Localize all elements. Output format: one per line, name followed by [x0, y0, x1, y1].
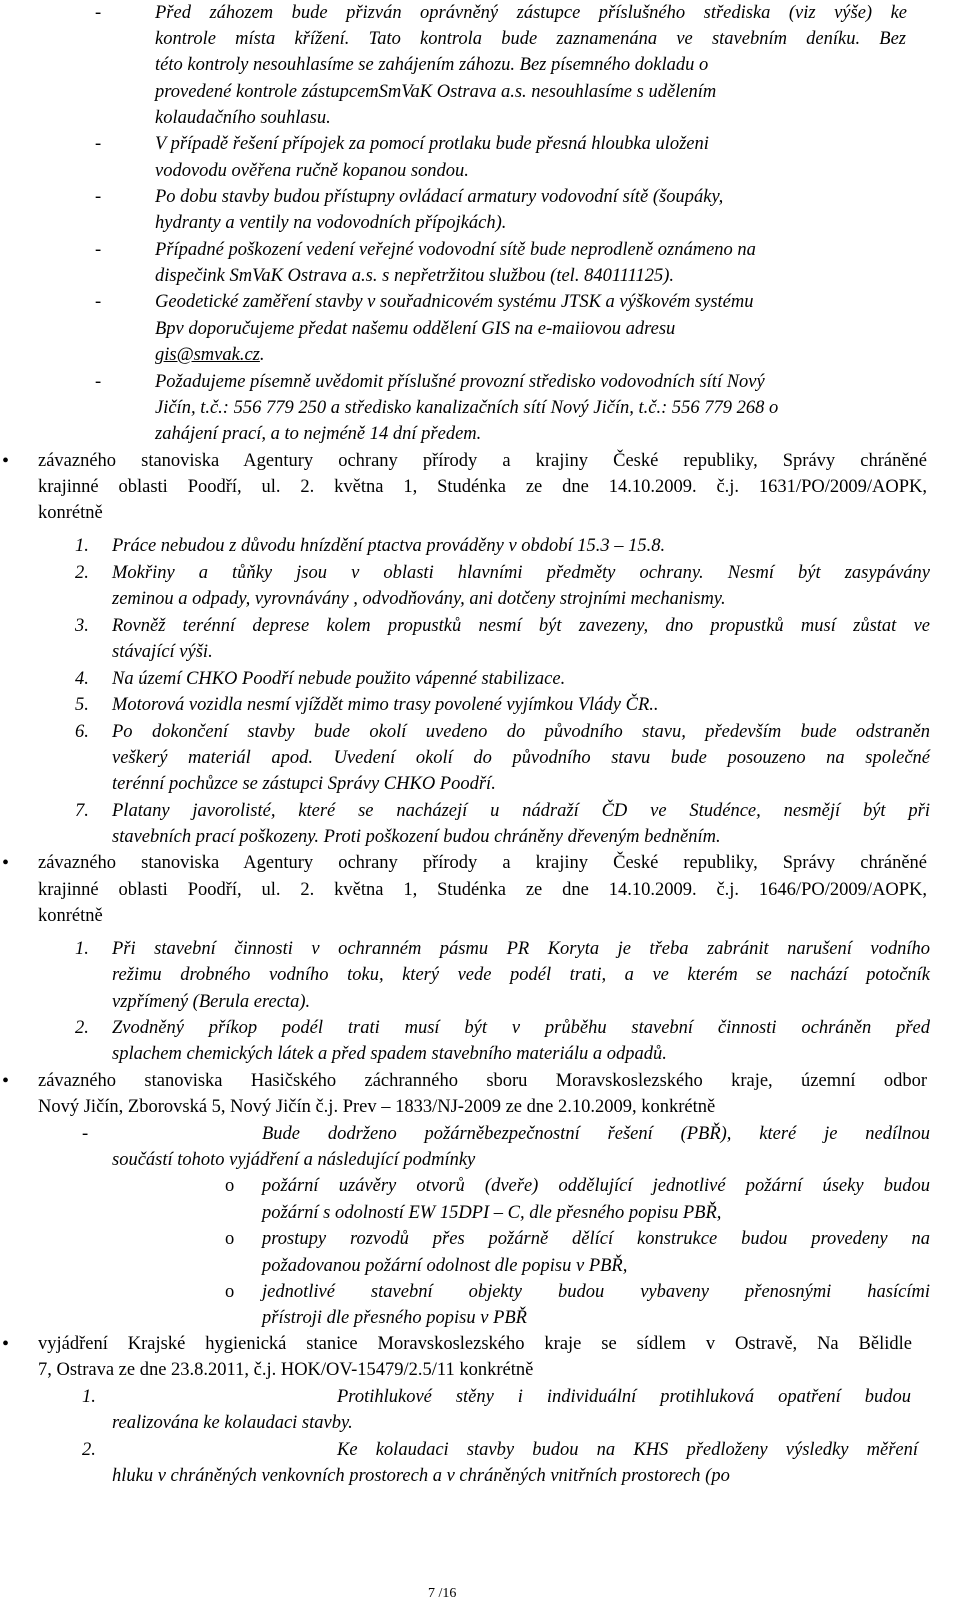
dash-marker: -: [82, 1124, 89, 1144]
list-number: 2.: [75, 1018, 89, 1038]
text-line: Platany javorolisté, které se nacházejí u nádraží ČD ve Studénce, nesmějí být při: [112, 801, 930, 821]
text-line: hluku v chráněných venkovních prostorech a v chráněných vnitřních prostorech (po: [112, 1466, 730, 1486]
text-line: Nový Jičín, Zborovská 5, Nový Jičín č.j. Prev – 1833/NJ-2009 ze dne 2.10.2009, konkrétně: [38, 1097, 716, 1117]
text-line: kolaudačního souhlasu.: [155, 108, 331, 128]
text-line: Geodetické zaměření stavby v souřadnicovém systému JTSK a výškovém systému: [155, 292, 754, 312]
list-number: 1.: [75, 536, 89, 556]
text-line: splachem chemických látek a před spadem stavebního materiálu a odpadů.: [112, 1044, 667, 1064]
list-number: 6.: [75, 722, 89, 742]
email-link[interactable]: gis@smvak.cz: [155, 345, 260, 365]
text-line: vyjádření Krajské hygienická stanice Moravskoslezského kraje se sídlem v Ostravě, Na Bělidle: [38, 1334, 912, 1354]
dash-marker: -: [95, 240, 102, 260]
text-line: realizována ke kolaudaci stavby.: [112, 1413, 353, 1433]
list-number: 1.: [75, 939, 89, 959]
text-line: kontrole místa křížení. Tato kontrola bude zaznamenána ve stavebním deníku. Bez: [155, 29, 906, 49]
text-line: Rovněž terénní deprese kolem propustků nesmí být zavezeny, dno propustků musí zůstat ve: [112, 616, 930, 636]
text-line: jednotlivé stavební objekty budou vybaveny přenosnými hasícími: [262, 1282, 930, 1302]
page-number: 7 /16: [428, 1586, 457, 1601]
text-line: prostupy rozvodů přes požárně dělící konstrukce budou provedeny na: [262, 1229, 930, 1249]
text-line: dispečink SmVaK Ostrava a.s. s nepřetržitou službou (tel. 840111125).: [155, 266, 674, 286]
text-line: Ke kolaudaci stavby budou na KHS předloženy výsledky měření: [337, 1440, 918, 1460]
dash-marker: -: [95, 134, 102, 154]
text-line: Po dobu stavby budou přístupny ovládací armatury vodovodní sítě (šoupáky,: [155, 187, 724, 207]
text-line: vodovodu ověřena ručně kopanou sondou.: [155, 161, 469, 181]
text-line: stávající výši.: [112, 642, 213, 662]
text-line: provedené kontrole zástupcemSmVaK Ostrava a.s. nesouhlasíme s udělením: [155, 82, 717, 102]
bullet-marker: •: [2, 1070, 10, 1092]
text-line: požární s odolností EW 15DPI – C, dle přesného popisu PBŘ,: [262, 1203, 722, 1223]
circle-marker: o: [225, 1282, 235, 1302]
list-number: 2.: [82, 1440, 96, 1460]
bullet-marker: •: [2, 852, 10, 874]
text-line: Případné poškození vedení veřejné vodovodní sítě bude neprodleně oznámeno na: [155, 240, 756, 260]
text-line: Zvodněný příkop podél trati musí být v průběhu stavební činnosti ochráněn před: [112, 1018, 930, 1038]
text-line: 7, Ostrava ze dne 23.8.2011, č.j. HOK/OV-15479/2.5/11 konkrétně: [38, 1360, 534, 1380]
text-line: vzpřímený (Berula erecta).: [112, 992, 311, 1012]
dash-marker: -: [95, 372, 102, 392]
text-line: .: [259, 345, 265, 365]
text-line: Bude dodrženo požárněbezpečnostní řešení (PBŘ), které je nedílnou: [262, 1124, 930, 1144]
text-line: zeminou a odpady, vyrovnávány , odvodňovány, ani dotčeny strojními mechanismy.: [112, 589, 726, 609]
text-line: závazného stanoviska Hasičského záchranného sboru Moravskoslezského kraje, územní odbor: [38, 1071, 927, 1091]
text-line: požární uzávěry otvorů (dveře) oddělující jednotlivé požární úseky budou: [262, 1176, 930, 1196]
text-line: Práce nebudou z důvodu hnízdění ptactva prováděny v období 15.3 – 15.8.: [112, 536, 666, 556]
list-number: 3.: [75, 616, 89, 636]
text-line: požadovanou požární odolnost dle popisu v PBŘ,: [262, 1256, 628, 1276]
text-line: [155, 342, 265, 368]
list-number: 4.: [75, 669, 89, 689]
dash-marker: -: [95, 292, 102, 312]
text-line: součástí tohoto vyjádření a následující podmínky: [112, 1150, 476, 1170]
text-line: závazného stanoviska Agentury ochrany přírody a krajiny České republiky, Správy chráněné: [38, 451, 927, 471]
text-line: Protihlukové stěny i individuální protihluková opatření budou: [337, 1387, 911, 1407]
text-line: Mokřiny a tůňky jsou v oblasti hlavními předměty ochrany. Nesmí být zasypávány: [112, 563, 930, 583]
text-line: přístroji dle přesného popisu v PBŘ: [262, 1308, 527, 1328]
text-line: Po dokončení stavby bude okolí uvedeno do původního stavu, především bude odstraněn: [112, 722, 930, 742]
text-line: Bpv doporučujeme předat našemu oddělení GIS na e-maiiovou adresu: [155, 319, 676, 339]
circle-marker: o: [225, 1229, 235, 1249]
text-line: krajinné oblasti Poodří, ul. 2. května 1, Studénka ze dne 14.10.2009. č.j. 1646/PO/2009/AOPK,: [38, 880, 927, 900]
bullet-marker: •: [2, 1333, 10, 1355]
text-line: stavebních prací poškozeny. Proti poškození budou chráněny dřeveným bedněním.: [112, 827, 721, 847]
text-line: Požadujeme písemně uvědomit příslušné provozní středisko vodovodních sítí Nový: [155, 372, 765, 392]
text-line: konrétně: [38, 503, 103, 523]
text-line: konrétně: [38, 906, 103, 926]
text-line: V případě řešení přípojek za pomocí protlaku bude přesná hloubka uloženi: [155, 134, 709, 154]
text-line: zahájení prací, a to nejméně 14 dní předem.: [155, 424, 482, 444]
dash-marker: -: [95, 3, 102, 23]
text-line: hydranty a ventily na vodovodních přípojkách).: [155, 213, 507, 233]
text-line: Jičín, t.č.: 556 779 250 a středisko kanalizačních sítí Nový Jičín, t.č.: 556 779 268 o: [155, 398, 779, 418]
text-line: Na území CHKO Poodří nebude použito vápenné stabilizace.: [112, 669, 566, 689]
bullet-marker: •: [2, 450, 10, 472]
text-line: závazného stanoviska Agentury ochrany přírody a krajiny České republiky, Správy chráněné: [38, 853, 927, 873]
text-line: veškerý materiál apod. Uvedení okolí do původního stavu bude posouzeno na společné: [112, 748, 930, 768]
text-line: Při stavební činnosti v ochranném pásmu PR Koryta je třeba zabránit narušení vodního: [112, 939, 930, 959]
list-number: 1.: [82, 1387, 96, 1407]
list-number: 5.: [75, 695, 89, 715]
text-line: Motorová vozidla nesmí vjíždět mimo trasy povolené vyjímkou Vlády ČR..: [112, 695, 659, 715]
list-number: 2.: [75, 563, 89, 583]
text-line: režimu drobného vodního toku, který vede podél trati, a ve kterém se nachází potočník: [112, 965, 930, 985]
text-line: Před záhozem bude přizván oprávněný zástupce příslušného střediska (viz výše) ke: [155, 3, 907, 23]
text-line: této kontroly nesouhlasíme se zahájením záhozu. Bez písemného dokladu o: [155, 55, 709, 75]
dash-marker: -: [95, 187, 102, 207]
text-line: terénní pochůzce se zástupci Správy CHKO Poodří.: [112, 774, 496, 794]
text-line: krajinné oblasti Poodří, ul. 2. května 1, Studénka ze dne 14.10.2009. č.j. 1631/PO/2009/AOPK,: [38, 477, 927, 497]
list-number: 7.: [75, 801, 89, 821]
circle-marker: o: [225, 1176, 235, 1196]
